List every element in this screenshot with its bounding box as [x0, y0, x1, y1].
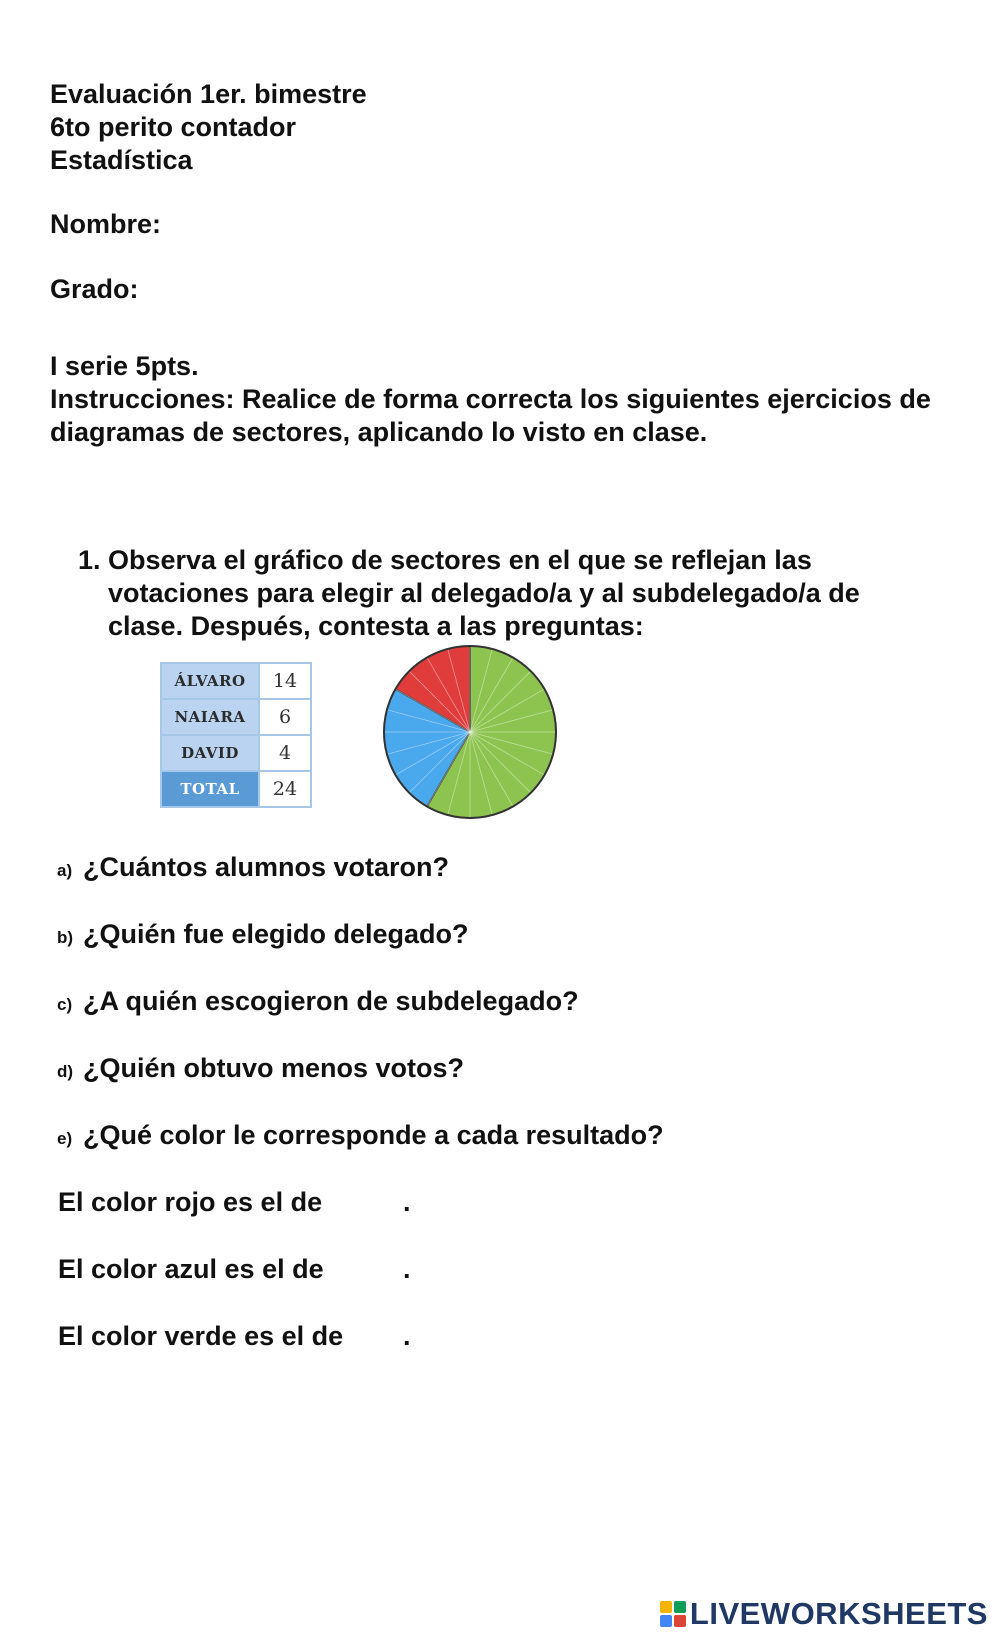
question-label: a) — [57, 861, 73, 880]
table-cell-name: ÁLVARO — [161, 663, 259, 699]
question-a — [57, 852, 449, 883]
header-subject: Estadística — [50, 145, 193, 175]
answer-end: . — [403, 1321, 411, 1351]
table-cell-value: 4 — [259, 735, 311, 771]
question-text: ¿A quién escogieron de subdelegado? — [83, 986, 579, 1016]
grade-label: Grado: — [50, 274, 139, 304]
table-cell-value: 14 — [259, 663, 311, 699]
votes-table — [160, 662, 312, 808]
question-label: c) — [57, 995, 73, 1014]
section-title: I serie 5pts. — [50, 351, 199, 381]
table-row — [161, 663, 311, 699]
answer-red — [58, 1187, 411, 1218]
table-cell-name: DAVID — [161, 735, 259, 771]
table-row-total — [161, 771, 311, 807]
table-cell-name: NAIARA — [161, 699, 259, 735]
answer-text: El color rojo es el de — [58, 1187, 323, 1217]
table-cell-total-label: TOTAL — [161, 771, 259, 807]
question-label: b) — [57, 928, 74, 947]
header-course: 6to perito contador — [50, 112, 297, 142]
answer-text: El color azul es el de — [58, 1254, 324, 1284]
header-title: Evaluación 1er. bimestre — [50, 79, 367, 109]
logo-text: LIVEWORKSHEETS — [689, 1596, 988, 1631]
liveworksheets-logo — [660, 1596, 988, 1632]
name-label: Nombre: — [50, 209, 162, 239]
pie-chart — [380, 642, 560, 822]
table-row — [161, 735, 311, 771]
table-cell-total-value: 24 — [259, 771, 311, 807]
answer-text: El color verde es el de — [58, 1321, 344, 1351]
question-text: ¿Quién obtuvo menos votos? — [83, 1053, 465, 1083]
table-row — [161, 699, 311, 735]
question-text: ¿Qué color le corresponde a cada resultado? — [83, 1120, 664, 1150]
exercise-item — [78, 544, 938, 643]
answer-green — [58, 1321, 411, 1352]
exercise-number: 1. — [78, 545, 101, 575]
question-label: d) — [57, 1062, 74, 1081]
question-b — [57, 919, 469, 950]
table-cell-value: 6 — [259, 699, 311, 735]
question-text: ¿Quién fue elegido delegado? — [83, 919, 469, 949]
question-label: e) — [57, 1129, 73, 1148]
exercise-text: Observa el gráfico de sectores en el que se reflejan las votaciones para elegir al delegado/a y al subdelegado/a de clase. Después, contesta a las preguntas: — [108, 545, 860, 641]
question-e — [57, 1120, 664, 1151]
answer-end: . — [403, 1254, 411, 1284]
question-c — [57, 986, 579, 1017]
question-text: ¿Cuántos alumnos votaron? — [83, 852, 450, 882]
logo-icon — [660, 1601, 686, 1627]
answer-blue — [58, 1254, 411, 1285]
answer-end: . — [403, 1187, 411, 1217]
instructions: Instrucciones: Realice de forma correcta los siguientes ejercicios de diagramas de sectores, aplicando lo visto en clase. — [50, 384, 931, 447]
question-d — [57, 1053, 464, 1084]
